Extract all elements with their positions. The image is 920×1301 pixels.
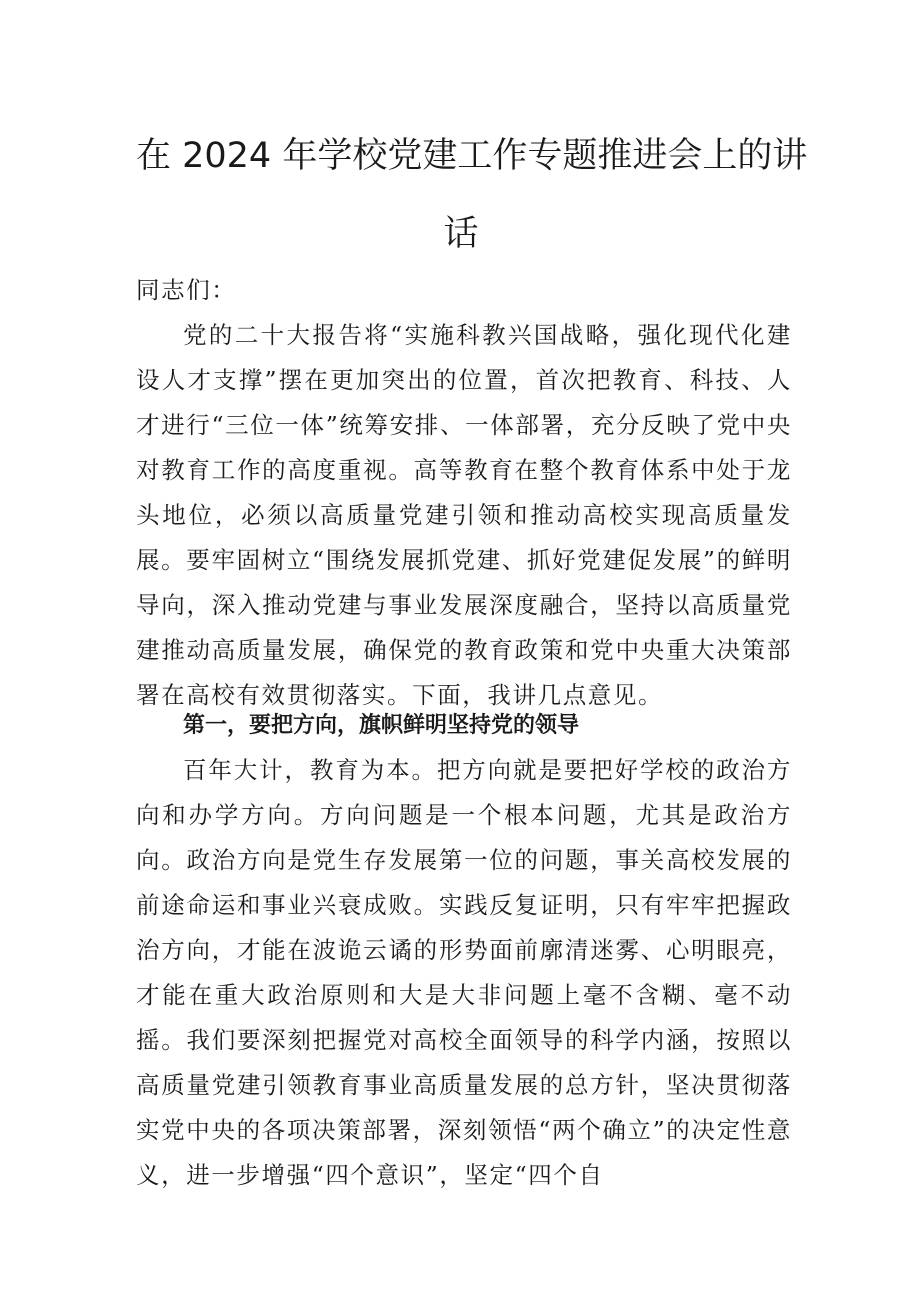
document-title-line-2: 话 xyxy=(443,214,479,254)
section-heading-1: 第一，要把方向，旗帜鲜明坚持党的领导 xyxy=(183,713,580,738)
document-title-line-1: 在 2024 年学校党建工作专题推进会上的讲 xyxy=(136,136,808,176)
paragraph-intro: 党的二十大报告将“实施科教兴国战略，强化现代化建设人才支撑”摆在更加突出的位置，首次把教育、科技、人才进行“三位一体”统筹安排、一体部署，充分反映了党中央对教育工作的高度重视。高等教育在整个教育体系中处于龙头地位，必须以高质量党建引领和推动高校实现高质量发展。要牢固树立“围绕发展抓党建、抓好党建促发展”的鲜明导向，深入推动党建与事业发展深度融合，坚持以高质量党建推动高质量发展，确保党的教育政策和党中央重大决策部署在高校有效贯彻落实。下面，我讲几点意见。 xyxy=(136,321,792,709)
salutation: 同志们： xyxy=(136,276,237,304)
paragraph-section-1: 百年大计，教育为本。把方向就是要把好学校的政治方向和办学方向。方向问题是一个根本问题，尤其是政治方向。政治方向是党生存发展第一位的问题，事关高校发展的前途命运和事业兴衰成败。实践反复证明，只有牢牢把握政治方向，才能在波诡云谲的形势面前廓清迷雾、心明眼亮，才能在重大政治原则和大是大非问题上毫不含糊、毫不动摇。我们要深刻把握党对高校全面领导的科学内涵，按照以高质量党建引领教育事业高质量发展的总方针，坚决贯彻落实党中央的各项决策部署，深刻领悟“两个确立”的决定性意义，进一步增强“四个意识”，坚定“四个自 xyxy=(136,756,792,1189)
